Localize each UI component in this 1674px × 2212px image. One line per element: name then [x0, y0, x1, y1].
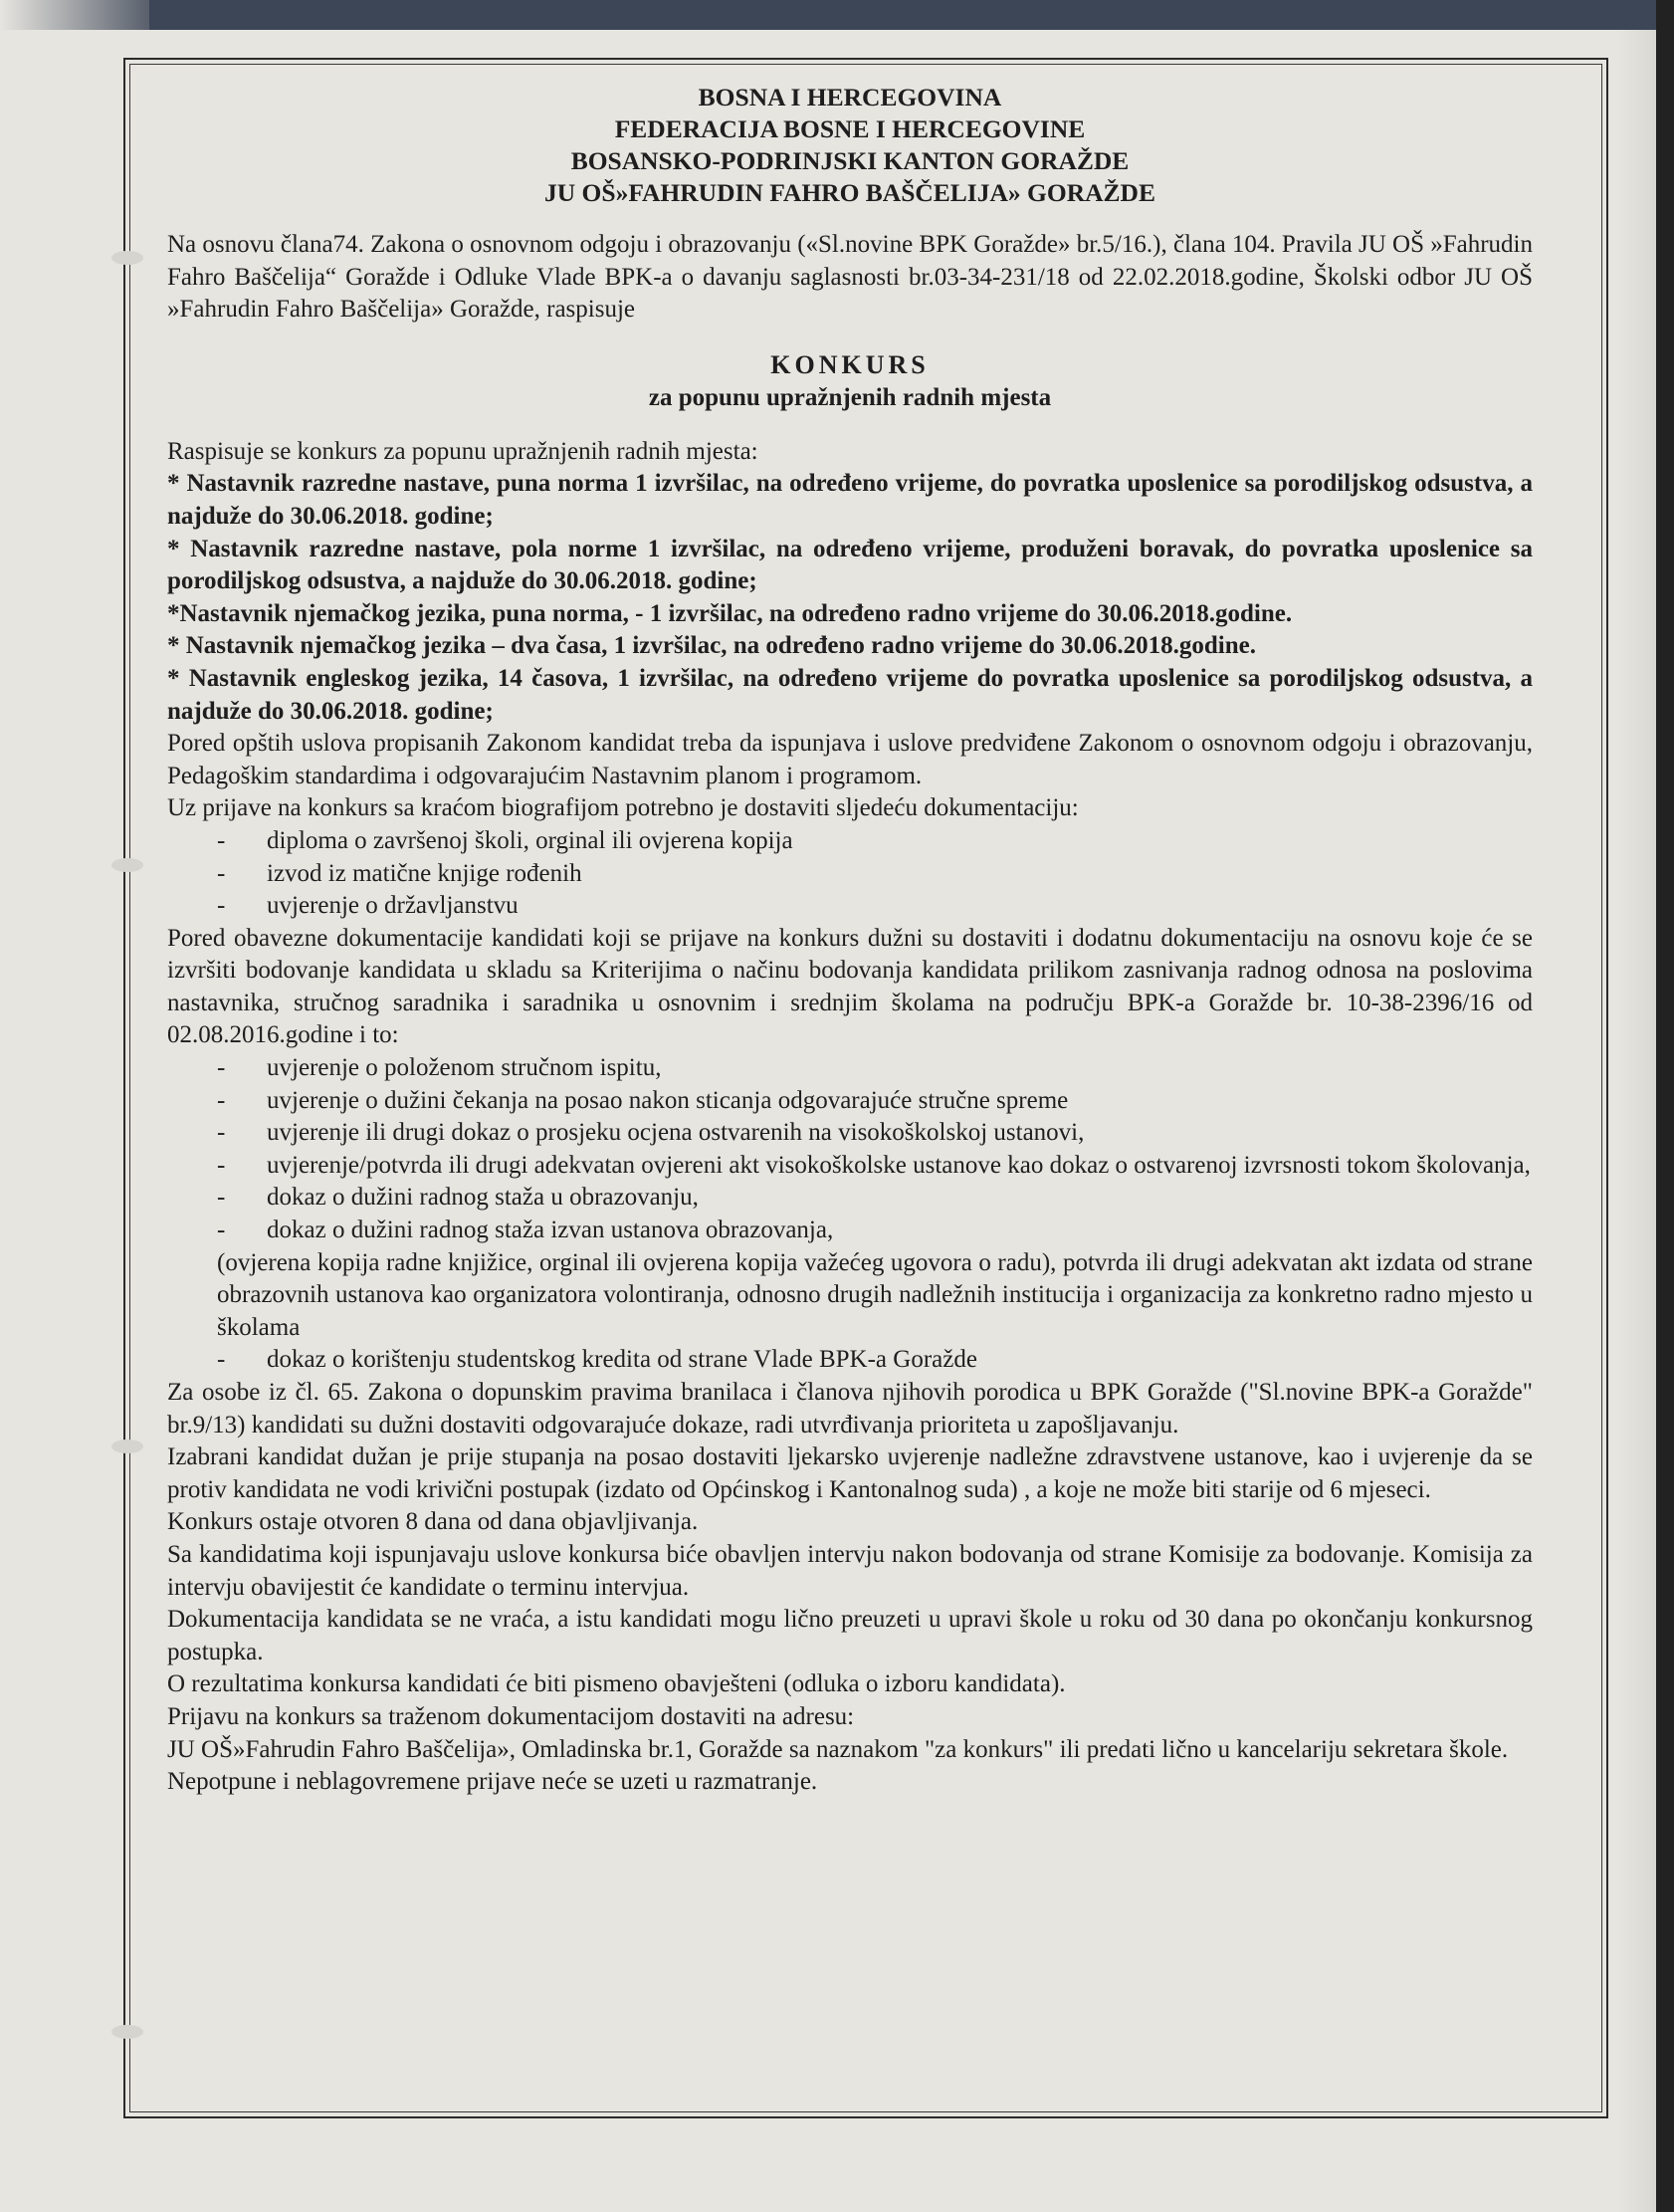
- submit-line: Prijavu na konkurs sa traženom dokumentacijom dostaviti na adresu:: [167, 1702, 855, 1730]
- list-item: - uvjerenje/potvrda ili drugi adekvatan ovjereni akt visokoškolske ustanove kao dokaz o ostvarenoj izvrsnosti tokom školovanja,: [167, 1150, 1533, 1183]
- binder-hole: [111, 2025, 143, 2039]
- results-line: O rezultatima konkursa kandidati će biti pismeno obavješteni (odluka o izboru kandidata).: [167, 1670, 1066, 1698]
- medical-paragraph: Izabrani kandidat dužan je prije stupanja na posao dostaviti ljekarsko uvjerenje nadležne zdravstvene ustanove, kao i uvjerenje da se protiv kandidata ne vodi krivični postupak (izdato od Općinskog i Kantonalnog suda) , a koje ne može biti starije od 6 mjeseci.: [167, 1443, 1533, 1503]
- document-subtitle: za popunu upražnjenih radnih mjesta: [648, 383, 1052, 411]
- interview-paragraph: Sa kandidatima koji ispunjavaju uslove konkursa biće obavljen intervju nakon bodovanja od strane Komisije za bodovanje. Komisija za intervju obavijestit će kandidate o terminu intervjua.: [167, 1540, 1533, 1601]
- binder-hole: [111, 1439, 143, 1453]
- list-item: - uvjerenje o državljanstvu: [167, 890, 1533, 923]
- address-paragraph: JU OŠ»Fahrudin Fahro Baščelija», Omladinska br.1, Goražde sa naznakom "za konkurs" ili predati lično u kancelariju sekretara škole.: [167, 1735, 1509, 1763]
- list-item: - diploma o završenoj školi, orginal ili ovjerena kopija: [167, 825, 1533, 858]
- list-item: - uvjerenje ili drugi dokaz o prosjeku ocjena ostvarenih na visokoškolskoj ustanovi,: [167, 1117, 1533, 1150]
- intro-paragraph: Na osnovu člana74. Zakona o osnovnom odgoju i obrazovanju («Sl.novine BPK Goražde» br.5/16.), člana 104. Pravila JU OŠ »Fahrudin Fahro Baščelija“ Goražde i Odluke Vlade BPK-a o davanju saglasnosti br.03-34-231/18 od 22.02.2018.godine, Školski odbor JU OŠ »Fahrudin Fahro Baščelija» Goražde, raspisuje: [167, 231, 1533, 324]
- dash-marker: -: [217, 859, 226, 887]
- position-item: * Nastavnik razredne nastave, puna norma 1 izvršilac, na određeno vrijeme, do povratka uposlenice sa porodiljskog odsustva, a najduže do 30.06.2018. godine;: [167, 470, 1533, 530]
- documents-return-paragraph: Dokumentacija kandidata se ne vraća, a istu kandidati mogu lično preuzeti u upravi škole u roku od 30 dana po okončanju konkursnog postupka.: [167, 1606, 1533, 1665]
- dash-marker: -: [217, 1086, 226, 1114]
- required-docs-list: [167, 825, 1533, 923]
- extra-docs-intro: Pored obavezne dokumentacije kandidati koji se prijave na konkurs dužni su dostaviti i dodatnu dokumentaciju na osnovu koje će se izvršiti bodovanje kandidata u skladu sa Kriterijima o načinu bodovanja kandidata prilikom zasnivanja radnog odnosa na poslovima nastavnika, stručnog saradnika i saradnika u osnovnim i srednjim školama na području BPK-a Goražde br. 10-38-2396/16 od 02.08.2016.godine i to:: [167, 924, 1533, 1049]
- volunteer-paragraph: (ovjerena kopija radne knjižice, orginal ili ovjerena kopija važećeg ugovora o radu), potvrda ili drugi adekvatan akt izdata od strane obrazovnih ustanova kao organizatora volontiranja, odnosno drugih nadležnih institucija i organizacija za konkretno radno mjesto u školama: [217, 1248, 1533, 1341]
- closing-line: Nepotpune i neblagovremene prijave neće se uzeti u razmatranje.: [167, 1768, 818, 1796]
- position-item: * Nastavnik razredne nastave, pola norme 1 izvršilac, na određeno vrijeme, produženi boravak, do povratka uposlenice sa porodiljskog odsustva, a najduže do 30.06.2018. godine;: [167, 535, 1533, 595]
- list-item: - uvjerenje o položenom stručnom ispitu,: [167, 1052, 1533, 1085]
- header-school: JU OŠ»FAHRUDIN FAHRO BAŠČELIJA» GORAŽDE: [544, 178, 1155, 207]
- institution-header: [167, 82, 1533, 209]
- dash-marker: -: [217, 1151, 226, 1179]
- top-edge-fade: [0, 0, 149, 30]
- dash-marker: -: [217, 1346, 226, 1374]
- dash-marker: -: [217, 1184, 226, 1212]
- list-item: - dokaz o korištenju studentskog kredita od strane Vlade BPK-a Goražde: [167, 1344, 1533, 1377]
- document-body: [167, 82, 1533, 2102]
- document-title: KONKURS: [770, 349, 930, 379]
- veterans-paragraph: Za osobe iz čl. 65. Zakona o dopunskim pravima branilaca i članova njihovih porodica u BPK Goražde ("Sl.novine BPK-a Goražde" br.9/13) kandidati su dužni dostaviti odgovarajuće dokaze, radi utvrđivanja prioriteta u zapošljavanju.: [167, 1379, 1533, 1438]
- position-item: * Nastavnik engleskog jezika, 14 časova, 1 izvršilac, na određeno vrijeme do povratka uposlenice sa porodiljskog odsustva, a najduže do 30.06.2018. godine;: [167, 664, 1533, 725]
- binder-hole: [111, 251, 143, 265]
- student-credit-list: [167, 1344, 1533, 1377]
- header-canton: BOSANSKO-PODRINJSKI KANTON GORAŽDE: [570, 146, 1130, 175]
- list-item: - izvod iz matične knjige rođenih: [167, 858, 1533, 891]
- title-block: [167, 348, 1533, 414]
- right-shadow: [1616, 30, 1656, 2212]
- open-period-line: Konkurs ostaje otvoren 8 dana od dana objavljivanja.: [167, 1508, 699, 1536]
- dash-marker: -: [217, 1054, 226, 1082]
- dash-marker: -: [217, 1119, 226, 1147]
- list-item: - dokaz o dužini radnog staža u obrazovanju,: [167, 1182, 1533, 1215]
- right-dark-edge: [1656, 0, 1674, 2212]
- top-dark-band: [149, 0, 1674, 30]
- extra-docs-list: [167, 1052, 1533, 1247]
- dash-marker: -: [217, 892, 226, 920]
- dash-marker: -: [217, 1217, 226, 1244]
- header-country: BOSNA I HERCEGOVINA: [698, 83, 1002, 111]
- binder-hole: [111, 858, 143, 872]
- position-item: * Nastavnik njemačkog jezika – dva časa, 1 izvršilac, na određeno radno vrijeme do 30.06.2018.godine.: [167, 632, 1256, 660]
- list-item: - uvjerenje o dužini čekanja na posao nakon sticanja odgovarajuće stručne spreme: [167, 1085, 1533, 1118]
- announce-line: Raspisuje se konkurs za popunu upražnjenih radnih mjesta:: [167, 437, 758, 465]
- conditions-paragraph: Pored opštih uslova propisanih Zakonom kandidat treba da ispunjava i uslove predviđene Zakonom o osnovnom odgoju i obrazovanju, Pedagoškim standardima i odgovarajućim Nastavnim planom i programom.: [167, 730, 1533, 789]
- position-item: *Nastavnik njemačkog jezika, puna norma, - 1 izvršilac, na određeno radno vrijeme do 30.06.2018.godine.: [167, 599, 1293, 627]
- header-federation: FEDERACIJA BOSNE I HERCEGOVINE: [614, 114, 1086, 143]
- list-item: - dokaz o dužini radnog staža izvan ustanova obrazovanja,: [167, 1215, 1533, 1247]
- dash-marker: -: [217, 826, 226, 854]
- docs-intro: Uz prijave na konkurs sa kraćom biografijom potrebno je dostaviti sljedeću dokumentaciju:: [167, 794, 1079, 822]
